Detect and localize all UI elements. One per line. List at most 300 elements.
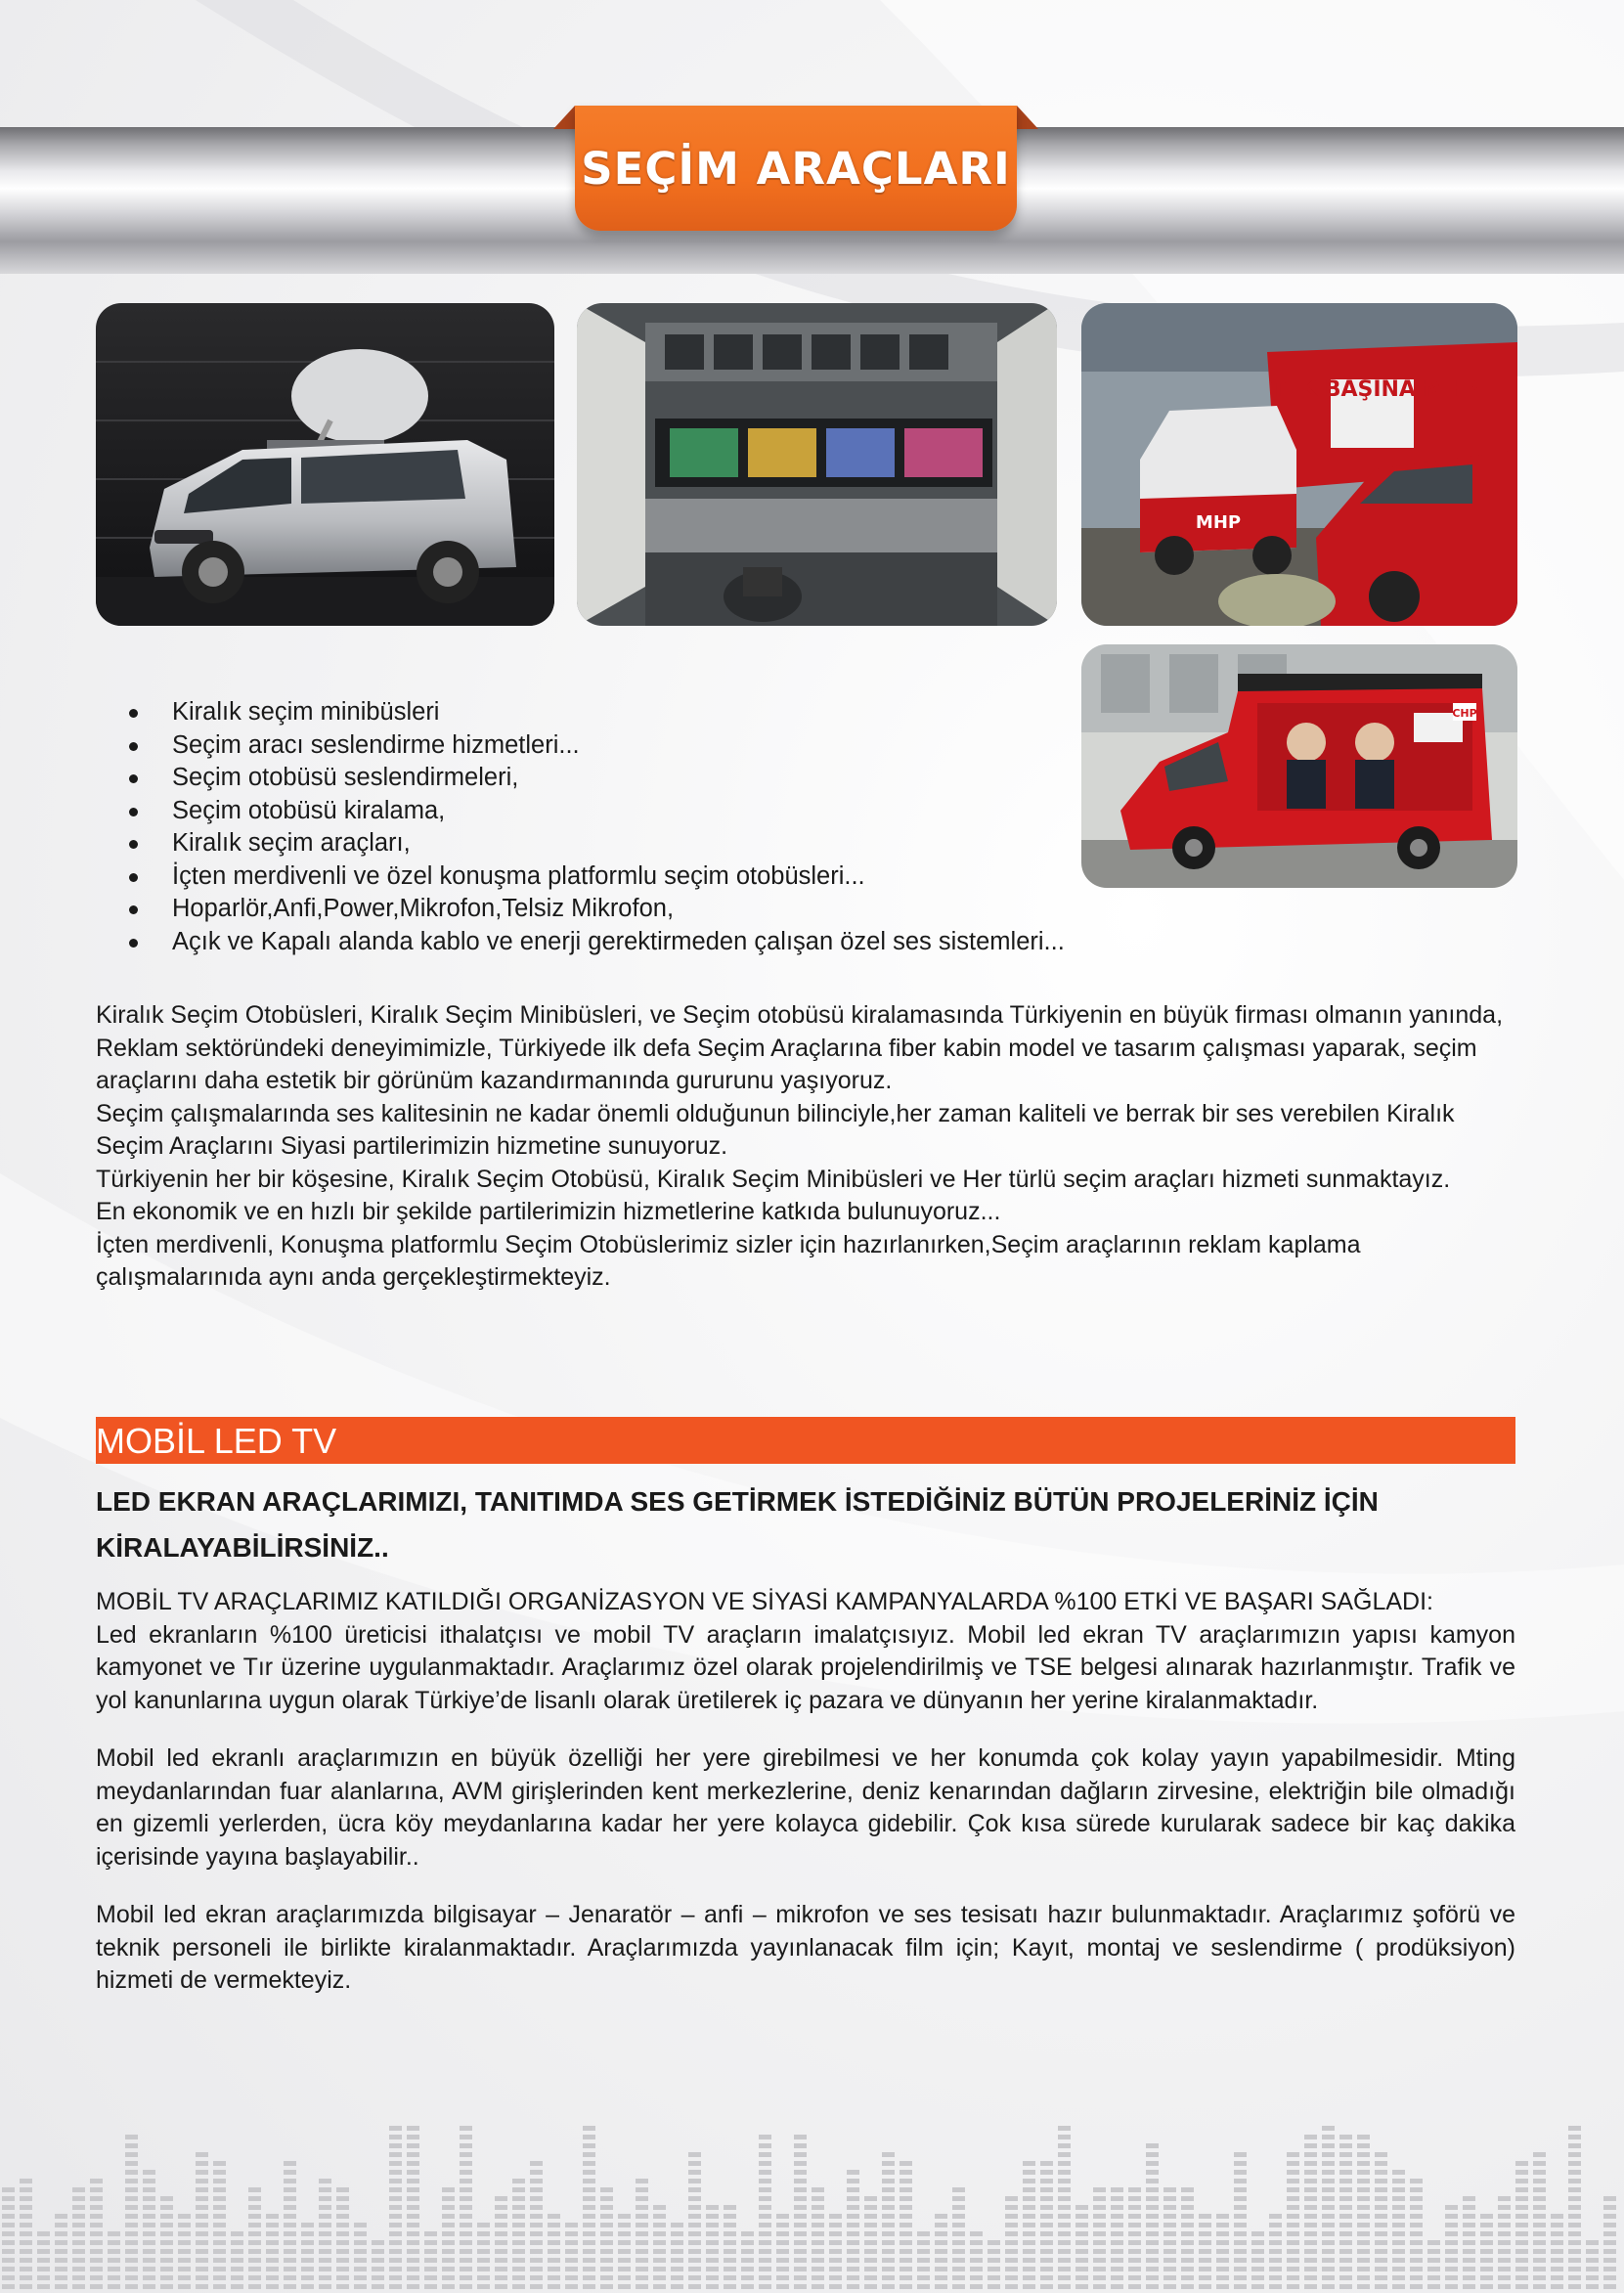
equalizer-dot (1445, 2240, 1458, 2245)
equalizer-dot (1375, 2284, 1387, 2289)
equalizer-dot (952, 2284, 965, 2289)
equalizer-dot (319, 2179, 331, 2183)
equalizer-dot (1375, 2258, 1387, 2263)
equalizer-dot (1005, 2240, 1018, 2245)
equalizer-dot (125, 2152, 138, 2157)
red-campaign-truck-photo (1081, 644, 1517, 888)
equalizer-dot (512, 2205, 525, 2210)
equalizer-dot (1304, 2152, 1317, 2157)
equalizer-dot (1023, 2284, 1035, 2289)
equalizer-dot (1603, 2214, 1616, 2219)
equalizer-dot (935, 2258, 947, 2263)
equalizer-dot (442, 2275, 455, 2280)
equalizer-dot (1216, 2284, 1229, 2289)
intro-paragraph: Reklam sektöründeki deneyimimizle, Türkiyede ilk defa Seçim Araçlarına fiber kabin model ve tasarım çalışması yaparak, seçim araçlarını daha estetik bir görünüm kazandırmanında gururunu yaşıyoruz. (96, 1034, 1477, 1094)
equalizer-dot (72, 2223, 85, 2227)
equalizer-dot (90, 2187, 103, 2192)
equalizer-dot (495, 2275, 507, 2280)
equalizer-dot (336, 2223, 349, 2227)
equalizer-dot (653, 2214, 666, 2219)
equalizer-dot (143, 2223, 155, 2227)
equalizer-dot (196, 2284, 208, 2289)
equalizer-dot (688, 2161, 701, 2166)
equalizer-dot (1216, 2240, 1229, 2245)
equalizer-dot (970, 2267, 983, 2271)
equalizer-dot (688, 2275, 701, 2280)
equalizer-dot (266, 2231, 279, 2236)
equalizer-dot (565, 2240, 578, 2245)
equalizer-dot (407, 2161, 419, 2166)
equalizer-dot (1040, 2187, 1053, 2192)
equalizer-dot (389, 2196, 402, 2201)
equalizer-dot (1040, 2214, 1053, 2219)
equalizer-dot (741, 2231, 754, 2236)
equalizer-dot (389, 2214, 402, 2219)
equalizer-dot (1603, 2267, 1616, 2271)
equalizer-dot (1111, 2267, 1123, 2271)
equalizer-dot (706, 2249, 719, 2254)
equalizer-dot (495, 2231, 507, 2236)
equalizer-dot (1427, 2267, 1440, 2271)
equalizer-dot (1339, 2223, 1352, 2227)
equalizer-dot (1234, 2187, 1247, 2192)
led-body-text (96, 1586, 1515, 1998)
equalizer-dot (2, 2187, 15, 2192)
equalizer-dot (1357, 2223, 1370, 2227)
equalizer-dot (812, 2240, 824, 2245)
equalizer-dot (407, 2196, 419, 2201)
equalizer-dot (1586, 2240, 1599, 2245)
equalizer-dot (1023, 2161, 1035, 2166)
equalizer-dot (477, 2249, 490, 2254)
equalizer-dot (1040, 2231, 1053, 2236)
equalizer-dot (213, 2187, 226, 2192)
equalizer-dot (1146, 2161, 1159, 2166)
equalizer-dot (213, 2205, 226, 2210)
equalizer-dot (196, 2214, 208, 2219)
equalizer-dot (37, 2284, 50, 2289)
equalizer-dot (1463, 2249, 1475, 2254)
equalizer-dot (1480, 2240, 1493, 2245)
equalizer-dot (389, 2275, 402, 2280)
equalizer-dot (1445, 2249, 1458, 2254)
equalizer-dot (1128, 2231, 1141, 2236)
equalizer-dot (1322, 2135, 1335, 2139)
equalizer-dot (1463, 2205, 1475, 2210)
equalizer-dot (90, 2240, 103, 2245)
equalizer-dot (1498, 2249, 1511, 2254)
equalizer-dot (952, 2275, 965, 2280)
equalizer-dot (759, 2258, 771, 2263)
equalizer-dot (1568, 2214, 1581, 2219)
equalizer-dot (512, 2275, 525, 2280)
equalizer-dot (600, 2231, 613, 2236)
equalizer-dot (1234, 2249, 1247, 2254)
equalizer-dot (688, 2196, 701, 2201)
equalizer-dot (1005, 2205, 1018, 2210)
equalizer-dot (1410, 2196, 1423, 2201)
equalizer-dot (600, 2205, 613, 2210)
equalizer-dot (1234, 2284, 1247, 2289)
equalizer-dot (319, 2231, 331, 2236)
equalizer-dot (952, 2223, 965, 2227)
equalizer-dot (1199, 2249, 1211, 2254)
equalizer-dot (143, 2179, 155, 2183)
equalizer-dot (794, 2214, 807, 2219)
equalizer-dot (882, 2179, 895, 2183)
led-section-title: MOBİL LED TV (96, 1421, 337, 1461)
equalizer-dot (1339, 2240, 1352, 2245)
equalizer-dot (1005, 2267, 1018, 2271)
equalizer-dot (1058, 2249, 1071, 2254)
equalizer-dot (495, 2258, 507, 2263)
equalizer-dot (389, 2126, 402, 2131)
equalizer-dot (1480, 2258, 1493, 2263)
equalizer-dot (847, 2231, 859, 2236)
equalizer-dot (1445, 2205, 1458, 2210)
equalizer-dot (213, 2223, 226, 2227)
equalizer-dot (794, 2205, 807, 2210)
equalizer-dot (1005, 2214, 1018, 2219)
equalizer-dot (460, 2152, 472, 2157)
equalizer-dot (213, 2284, 226, 2289)
equalizer-dot (1023, 2179, 1035, 2183)
equalizer-dot (196, 2240, 208, 2245)
equalizer-dot (724, 2223, 736, 2227)
equalizer-dot (424, 2240, 437, 2245)
equalizer-dot (759, 2152, 771, 2157)
equalizer-dot (319, 2249, 331, 2254)
equalizer-dot (1234, 2161, 1247, 2166)
equalizer-dot (1515, 2196, 1528, 2201)
equalizer-dot (1199, 2267, 1211, 2271)
equalizer-dot (671, 2240, 683, 2245)
equalizer-dot (1163, 2267, 1176, 2271)
equalizer-dot (372, 2258, 384, 2263)
equalizer-dot (319, 2258, 331, 2263)
equalizer-dot (1339, 2135, 1352, 2139)
equalizer-dot (1005, 2275, 1018, 2280)
equalizer-dot (1410, 2214, 1423, 2219)
equalizer-dot (1375, 2231, 1387, 2236)
equalizer-dot (55, 2258, 67, 2263)
equalizer-dot (530, 2231, 543, 2236)
equalizer-dot (1568, 2284, 1581, 2289)
equalizer-dot (1040, 2284, 1053, 2289)
equalizer-dot (512, 2187, 525, 2192)
equalizer-dot (1304, 2170, 1317, 2175)
equalizer-dot (1128, 2196, 1141, 2201)
equalizer-dot (794, 2249, 807, 2254)
equalizer-dot (565, 2267, 578, 2271)
equalizer-dot (512, 2223, 525, 2227)
equalizer-dot (1603, 2275, 1616, 2280)
equalizer-dot (301, 2267, 314, 2271)
equalizer-dot (442, 2267, 455, 2271)
equalizer-dot (917, 2275, 930, 2280)
page-title: SEÇİM ARAÇLARI (581, 142, 1011, 195)
equalizer-dot (301, 2275, 314, 2280)
equalizer-dot (794, 2223, 807, 2227)
equalizer-dot (776, 2249, 789, 2254)
equalizer-dot (284, 2258, 296, 2263)
equalizer-dot (565, 2258, 578, 2263)
equalizer-dot (1199, 2258, 1211, 2263)
equalizer-dot (636, 2179, 648, 2183)
equalizer-dot (1410, 2284, 1423, 2289)
equalizer-dot (1586, 2258, 1599, 2263)
equalizer-dot (143, 2196, 155, 2201)
equalizer-dot (1287, 2240, 1299, 2245)
equalizer-dot (1163, 2240, 1176, 2245)
equalizer-dot (477, 2284, 490, 2289)
equalizer-dot (583, 2284, 595, 2289)
equalizer-dot (1163, 2284, 1176, 2289)
equalizer-dot (812, 2205, 824, 2210)
equalizer-dot (917, 2249, 930, 2254)
equalizer-dot (530, 2187, 543, 2192)
equalizer-dot (776, 2223, 789, 2227)
equalizer-dot (2, 2205, 15, 2210)
equalizer-dot (319, 2267, 331, 2271)
equalizer-dot (706, 2240, 719, 2245)
equalizer-dot (1058, 2205, 1071, 2210)
equalizer-dot (882, 2231, 895, 2236)
equalizer-dot (530, 2179, 543, 2183)
equalizer-dot (759, 2275, 771, 2280)
equalizer-dot (882, 2161, 895, 2166)
equalizer-dot (565, 2223, 578, 2227)
equalizer-dot (864, 2231, 877, 2236)
equalizer-dot (1533, 2258, 1546, 2263)
equalizer-dot (1234, 2205, 1247, 2210)
equalizer-dot (1075, 2205, 1088, 2210)
equalizer-dot (1058, 2214, 1071, 2219)
equalizer-dot (1269, 2267, 1282, 2271)
equalizer-dot (1515, 2267, 1528, 2271)
list-item: Seçim aracı seslendirme hizmetleri... (127, 729, 1065, 763)
equalizer-dot (530, 2284, 543, 2289)
equalizer-dot (1269, 2249, 1282, 2254)
equalizer-dot (1304, 2275, 1317, 2280)
equalizer-dot (583, 2249, 595, 2254)
equalizer-dot (1163, 2275, 1176, 2280)
equalizer-dot (1234, 2196, 1247, 2201)
equalizer-dot (759, 2284, 771, 2289)
equalizer-dot (812, 2187, 824, 2192)
equalizer-dot (248, 2240, 261, 2245)
equalizer-dot (460, 2223, 472, 2227)
equalizer-dot (1146, 2214, 1159, 2219)
equalizer-dot (125, 2240, 138, 2245)
equalizer-dot (1463, 2275, 1475, 2280)
equalizer-dot (794, 2231, 807, 2236)
equalizer-dot (248, 2196, 261, 2201)
equalizer-dot (1533, 2214, 1546, 2219)
equalizer-dot (1515, 2275, 1528, 2280)
equalizer-dot (548, 2223, 560, 2227)
equalizer-dot (1480, 2214, 1493, 2219)
equalizer-dot (2, 2240, 15, 2245)
equalizer-dot (1375, 2170, 1387, 2175)
equalizer-dot (1410, 2205, 1423, 2210)
equalizer-dot (231, 2240, 243, 2245)
list-item: Kiralık seçim araçları, (127, 827, 1065, 860)
equalizer-dot (1146, 2258, 1159, 2263)
equalizer-dot (1498, 2284, 1511, 2289)
equalizer-dot (72, 2275, 85, 2280)
equalizer-dot (1287, 2214, 1299, 2219)
equalizer-dot (565, 2275, 578, 2280)
equalizer-dot (1339, 2187, 1352, 2192)
equalizer-dot (1163, 2223, 1176, 2227)
equalizer-dot (1375, 2214, 1387, 2219)
equalizer-dot (1023, 2205, 1035, 2210)
equalizer-dot (988, 2267, 1000, 2271)
equalizer-dot (583, 2135, 595, 2139)
equalizer-dot (1304, 2284, 1317, 2289)
equalizer-dot (512, 2284, 525, 2289)
equalizer-dot (618, 2214, 631, 2219)
equalizer-dot (125, 2275, 138, 2280)
satellite-van-photo (96, 303, 554, 626)
equalizer-dot (1568, 2152, 1581, 2157)
equalizer-dot (583, 2231, 595, 2236)
equalizer-dot (1111, 2284, 1123, 2289)
equalizer-dot (1533, 2240, 1546, 2245)
equalizer-dot (636, 2240, 648, 2245)
equalizer-dot (55, 2223, 67, 2227)
led-paragraph: Led ekranların %100 üreticisi ithalatçısı ve mobil TV araçların imalatçısıyız. Mobil led ekran TV araçlarımızın yapısı kamyon kamyonet ve Tır üzerine uygulanmaktadır. Araçlarımız özel olarak projelendirilmiş ve TSE belgesi alınarak hazırlanmıştır. Trafik ve yol kanunlarına uygun olarak Türkiye’de lisanlı olarak üretilerek iç pazara ve dünyanın her yerine kiralanmaktadır. (96, 1620, 1515, 1714)
equalizer-dot (1146, 2284, 1159, 2289)
equalizer-dot (1058, 2284, 1071, 2289)
equalizer-dot (354, 2284, 367, 2289)
equalizer-dot (37, 2231, 50, 2236)
equalizer-dot (1163, 2249, 1176, 2254)
equalizer-dot (1392, 2240, 1405, 2245)
equalizer-dot (248, 2205, 261, 2210)
equalizer-dot (72, 2249, 85, 2254)
equalizer-dot (1093, 2258, 1106, 2263)
equalizer-dot (460, 2214, 472, 2219)
equalizer-dot (196, 2223, 208, 2227)
equalizer-dot (759, 2170, 771, 2175)
equalizer-dot (213, 2161, 226, 2166)
equalizer-dot (988, 2275, 1000, 2280)
equalizer-dot (759, 2267, 771, 2271)
equalizer-dot (882, 2214, 895, 2219)
equalizer-dot (1181, 2267, 1194, 2271)
equalizer-dot (1163, 2258, 1176, 2263)
equalizer-dot (724, 2240, 736, 2245)
equalizer-dot (1287, 2170, 1299, 2175)
equalizer-dot (829, 2284, 842, 2289)
equalizer-dot (1058, 2135, 1071, 2139)
equalizer-dot (847, 2205, 859, 2210)
equalizer-dot (1357, 2284, 1370, 2289)
equalizer-dot (864, 2249, 877, 2254)
equalizer-dot (336, 2205, 349, 2210)
equalizer-dot (1269, 2240, 1282, 2245)
equalizer-dot (319, 2187, 331, 2192)
equalizer-dot (952, 2240, 965, 2245)
equalizer-dot (1427, 2284, 1440, 2289)
equalizer-dot (794, 2275, 807, 2280)
equalizer-dot (1023, 2223, 1035, 2227)
equalizer-dot (1058, 2143, 1071, 2148)
equalizer-dot (1339, 2275, 1352, 2280)
equalizer-dot (1040, 2275, 1053, 2280)
equalizer-dot (882, 2196, 895, 2201)
equalizer-dot (1040, 2205, 1053, 2210)
equalizer-dot (882, 2249, 895, 2254)
equalizer-dot (794, 2284, 807, 2289)
equalizer-dot (548, 2284, 560, 2289)
equalizer-dot (266, 2284, 279, 2289)
equalizer-dot (1111, 2231, 1123, 2236)
equalizer-dot (618, 2249, 631, 2254)
equalizer-dot (548, 2240, 560, 2245)
equalizer-dot (1251, 2258, 1264, 2263)
equalizer-dot (266, 2249, 279, 2254)
equalizer-dot (759, 2187, 771, 2192)
equalizer-dot (759, 2161, 771, 2166)
equalizer-dot (882, 2275, 895, 2280)
equalizer-dot (988, 2258, 1000, 2263)
equalizer-dot (776, 2240, 789, 2245)
equalizer-dot (776, 2214, 789, 2219)
equalizer-dot (389, 2223, 402, 2227)
equalizer-dot (600, 2223, 613, 2227)
equalizer-dot (1551, 2284, 1563, 2289)
equalizer-dot (301, 2240, 314, 2245)
equalizer-dot (72, 2284, 85, 2289)
equalizer-dot (952, 2187, 965, 2192)
equalizer-dot (1269, 2275, 1282, 2280)
equalizer-dot (882, 2284, 895, 2289)
equalizer-dot (284, 2275, 296, 2280)
equalizer-dot (1480, 2223, 1493, 2227)
equalizer-dot (442, 2249, 455, 2254)
equalizer-dot (1058, 2170, 1071, 2175)
equalizer-dot (1463, 2258, 1475, 2263)
equalizer-dot (1075, 2223, 1088, 2227)
equalizer-dot (1058, 2267, 1071, 2271)
equalizer-dot (389, 2267, 402, 2271)
equalizer-dot (1234, 2223, 1247, 2227)
equalizer-dot (354, 2231, 367, 2236)
equalizer-dot (90, 2205, 103, 2210)
equalizer-dot (776, 2231, 789, 2236)
equalizer-dot (882, 2258, 895, 2263)
equalizer-dot (776, 2284, 789, 2289)
equalizer-dot (1410, 2267, 1423, 2271)
equalizer-dot (530, 2161, 543, 2166)
equalizer-dot (1128, 2275, 1141, 2280)
equalizer-dot (72, 2214, 85, 2219)
equalizer-dot (460, 2143, 472, 2148)
equalizer-dot (882, 2187, 895, 2192)
equalizer-dot (812, 2214, 824, 2219)
equalizer-dot (1586, 2249, 1599, 2254)
equalizer-dot (1304, 2135, 1317, 2139)
equalizer-dot (20, 2179, 32, 2183)
equalizer-dot (1304, 2258, 1317, 2263)
equalizer-dot (1480, 2267, 1493, 2271)
equalizer-dot (196, 2152, 208, 2157)
equalizer-dot (1568, 2135, 1581, 2139)
equalizer-dot (636, 2214, 648, 2219)
